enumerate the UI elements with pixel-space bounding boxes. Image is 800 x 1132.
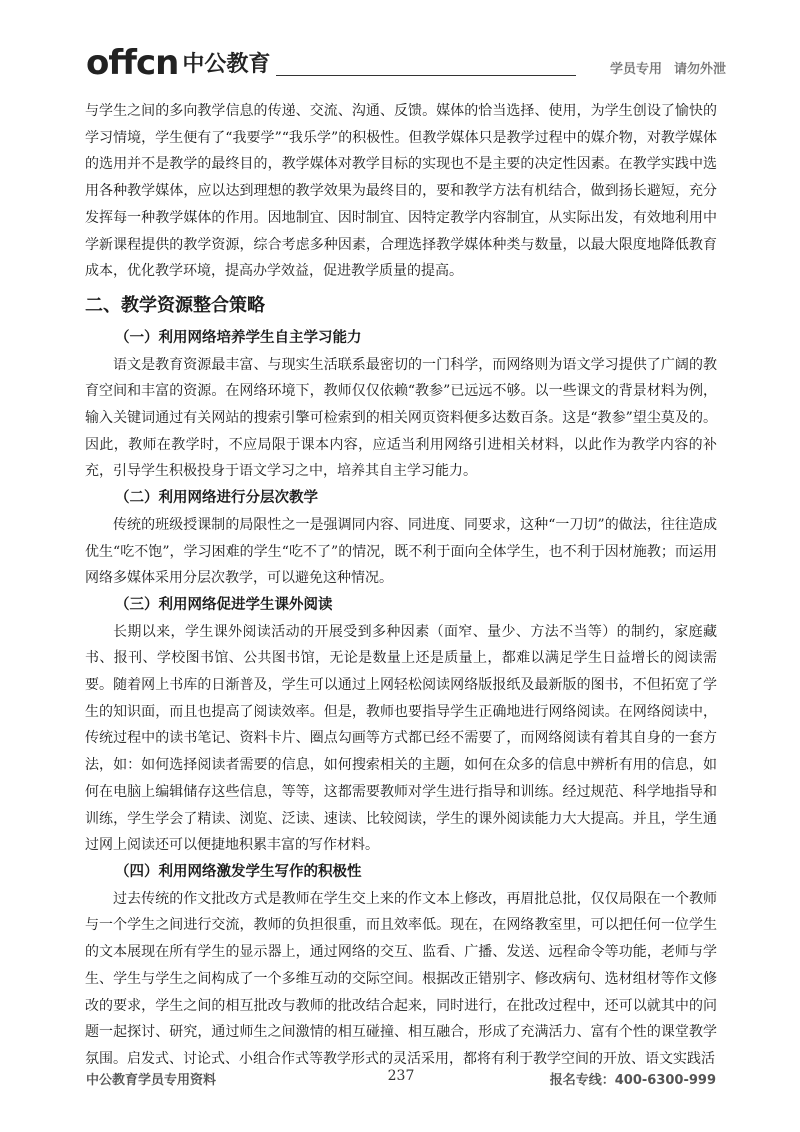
- subsection-heading-1: （一）利用网络培养学生自主学习能力: [115, 329, 362, 346]
- offcn-logo: [86, 38, 271, 83]
- page-content: [85, 98, 717, 1073]
- header-label-no-distribution: 请勿外泄: [673, 62, 726, 77]
- subsection-paragraph-2: 传统的班级授课制的局限性之一是强调同内容、同进度、同要求，这种“一刀切”的做法，往往造成优生“吃不饱”，学习困难的学生“吃不了”的情况，既不利于面向全体学生，也不利于因材施教；而运用网络多媒体采用分层次教学，可以避免这种情况。: [85, 516, 717, 587]
- header-label-members-only: 学员专用: [609, 62, 662, 77]
- subsection-heading-2: （二）利用网络进行分层次教学: [115, 490, 318, 507]
- footer-material-label: 中公教育学员专用资料: [86, 1073, 217, 1088]
- subsection-heading-4: （四）利用网络激发学生写作的积极性: [115, 863, 362, 880]
- logo-mark: offcn: [86, 43, 179, 83]
- page-number: 237: [387, 1068, 415, 1084]
- page-header: [86, 38, 726, 83]
- paragraph-continued: 与学生之间的多向教学信息的传递、交流、沟通、反馈。媒体的恰当选择、使用，为学生创设了愉快的学习情境，学生便有了“我要学”“我乐学”的积极性。但教学媒体只是教学过程中的媒介物，对教学媒体的选用并不是教学的最终目的，教学媒体对教学目标的实现也不是主要的决定性因素。在教学实践中选用各种教学媒体，应以达到理想的教学效果为最终目的，要和教学方法有机结合，做到扬长避短，充分发挥每一种教学媒体的作用。因地制宜、因时制宜、因特定教学内容制宜，从实际出发，有效地利用中学新课程提供的教学资源，综合考虑多种因素，合理选择教学媒体种类与数量，以最大限度地降低教育成本，优化教学环境，提高办学效益，促进教学质量的提高。: [85, 103, 717, 280]
- header-rule: [276, 75, 576, 76]
- subsection-heading-3: （三）利用网络促进学生课外阅读: [115, 596, 333, 613]
- section-heading: 二、教学资源整合策略: [85, 294, 265, 316]
- header-notice: [610, 58, 726, 77]
- subsection-paragraph-4: 过去传统的作文批改方式是教师在学生交上来的作文本上修改，再眉批总批，仅仅局限在一个教师与一个学生之间进行交流，教师的负担很重，而且效率低。现在，在网络教室里，可以把任何一位学生的文本展现在所有学生的显示器上，通过网络的交互、监看、广播、发送、远程命令等功能，老师与学生、学生与学生之间构成了一个多维互动的交际空间。根据改正错别字、修改病句、选材组材等作文修改的要求，学生之间的相互批改与教师的批改结合起来，同时进行，在批改过程中，还可以就其中的问题一起探讨、研究，通过师生之间激情的相互碰撞、相互融合，形成了充满活力、富有个性的课堂教学氛围。启发式、讨论式、小组合作式等教学形式的灵活采用，都将有利于教学空间的开放、语文实践活: [85, 890, 717, 1067]
- subsection-paragraph-1: 语文是教育资源最丰富、与现实生活联系最密切的一门科学，而网络则为语文学习提供了广阔的教育空间和丰富的资源。在网络环境下，教师仅仅依赖“教参”已远远不够。以一些课文的背景材料为例，输入关键词通过有关网站的搜索引擎可检索到的相关网页资料便多达数百条。这是“教参”望尘莫及的。因此，教师在教学时，不应局限于课本内容，应适当利用网络引进相关材料，以此作为教学内容的补充，引导学生积极投身于语文学习之中，培养其自主学习能力。: [85, 356, 717, 480]
- page-footer: [86, 1066, 716, 1090]
- footer-hotline: 报名专线：400-6300-999: [549, 1073, 716, 1088]
- subsection-paragraph-3: 长期以来，学生课外阅读活动的开展受到多种因素（面窄、量少、方法不当等）的制约，家庭藏书、报刊、学校图书馆、公共图书馆，无论是数量上还是质量上，都难以满足学生日益增长的阅读需要。随着网上书库的日渐普及，学生可以通过上网轻松阅读网络版报纸及最新版的图书，不但拓宽了学生的知识面，而且也提高了阅读效率。但是，教师也要指导学生正确地进行网络阅读。在网络阅读中，传统过程中的读书笔记、资料卡片、圈点勾画等方式都已经不需要了，而网络阅读有着其自身的一套方法，如：如何选择阅读者需要的信息，如何搜索相关的主题，如何在众多的信息中辨析有用的信息，如何在电脑上编辑储存这些信息，等等，这都需要教师对学生进行指导和训练。经过规范、科学地指导和训练，学生学会了精读、浏览、泛读、速读、比较阅读，学生的课外阅读能力大大提高。并且，学生通过网上阅读还可以便捷地积累丰富的写作材料。: [85, 623, 717, 854]
- logo-chinese-name: 中公教育: [182, 52, 271, 77]
